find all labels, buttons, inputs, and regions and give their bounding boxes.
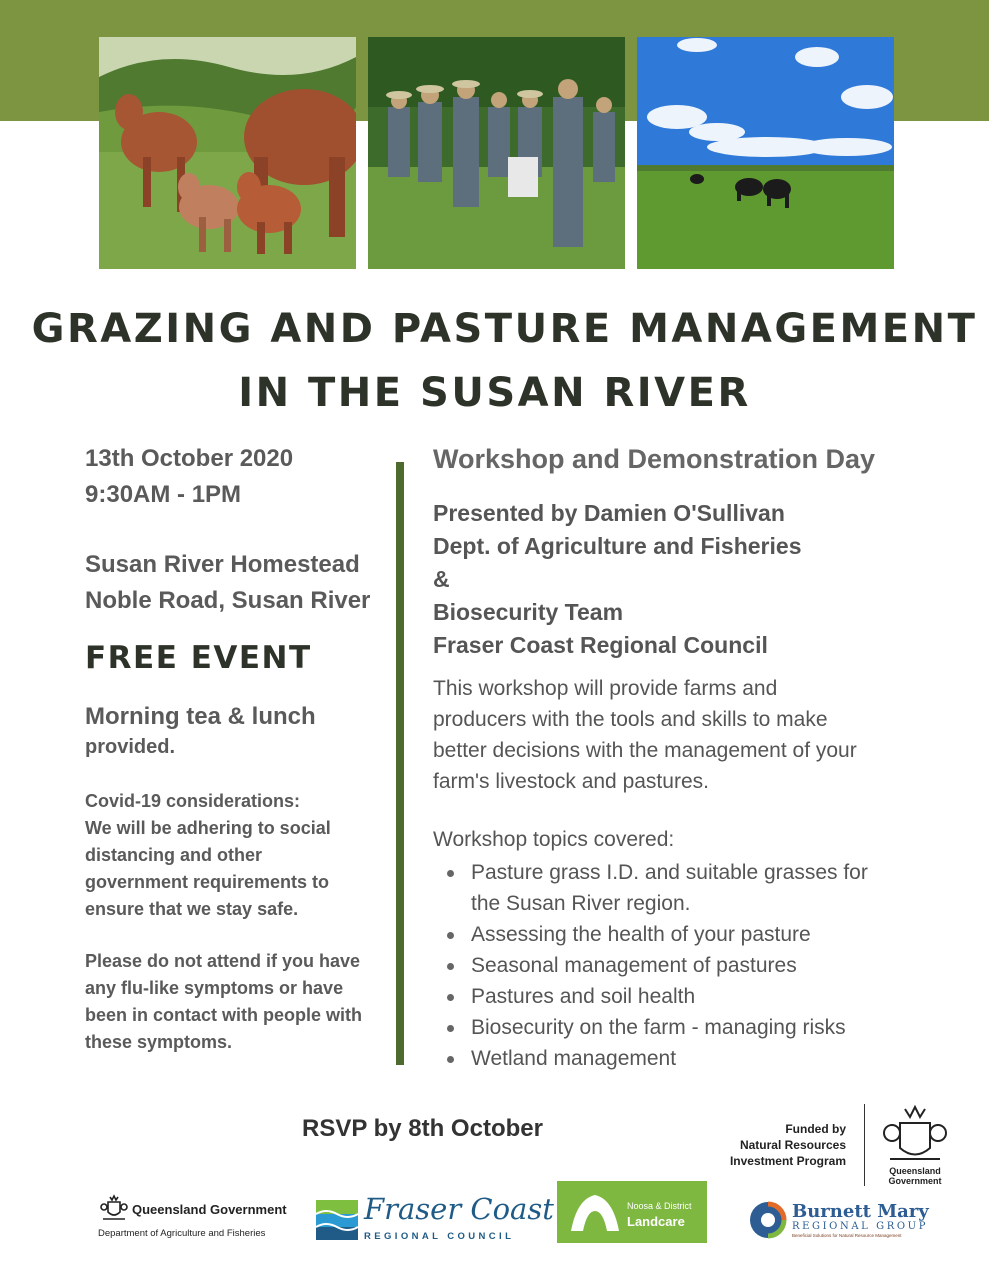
cattle-field-photo [637, 37, 894, 269]
covid-line: distancing and other [85, 845, 263, 865]
cattle-photo [99, 37, 356, 269]
topic-text: Pastures and soil health [471, 985, 696, 1008]
covid-warning-line: these symptoms. [85, 1032, 233, 1052]
bullet-icon [447, 870, 454, 877]
qld-gov-title: Queensland Government [132, 1202, 287, 1217]
title-line-1: GRAZING AND PASTURE MANAGEMENT [31, 306, 978, 352]
column-divider [396, 462, 404, 1065]
funding-line: Funded by [785, 1122, 846, 1136]
covid-line: We will be adhering to social [85, 818, 331, 838]
event-date: 13th October 2020 [85, 445, 294, 472]
event-address: Noble Road, Susan River [85, 587, 371, 614]
presenter-line: Fraser Coast Regional Council [433, 632, 768, 658]
funding-line: Natural Resources [739, 1138, 846, 1152]
list-item [433, 981, 893, 1012]
list-item [433, 950, 893, 981]
description-line: better decisions with the management of your [433, 739, 857, 762]
qld-gov-label [875, 1166, 955, 1186]
topic-text: Pasture grass I.D. and suitable grasses for [471, 861, 868, 884]
burnett-mary-sub: REGIONAL GROUP [792, 1221, 929, 1232]
funding-divider [864, 1104, 865, 1186]
presenter-line: Biosecurity Team [433, 599, 624, 625]
landcare-small: Noosa & District [627, 1201, 692, 1211]
covid-line: ensure that we stay safe. [85, 899, 299, 919]
catering-line-1: Morning tea & lunch [85, 703, 316, 730]
presenters [433, 497, 903, 662]
presenter-line: & [433, 566, 450, 592]
event-time: 9:30AM - 1PM [85, 481, 242, 508]
rsvp-deadline: RSVP by 8th October [302, 1115, 543, 1142]
bullet-icon [447, 963, 454, 970]
burnett-mary-logo [748, 1198, 938, 1244]
qld-crest-icon [100, 1194, 128, 1224]
topics-list [433, 857, 893, 1074]
workshop-description [433, 673, 903, 797]
list-item [433, 1012, 893, 1043]
topic-text: Wetland management [471, 1047, 677, 1070]
bullet-icon [447, 994, 454, 1001]
covid-warning-line: been in contact with people with [85, 1005, 363, 1025]
bullet-icon [447, 1056, 454, 1063]
qld-gov-label-line: Government [888, 1176, 942, 1186]
list-item [433, 919, 893, 950]
covid-heading: Covid-19 considerations: [85, 791, 301, 811]
fraser-coast-name: Fraser Coast [364, 1192, 554, 1226]
qld-dept-agriculture-logo [98, 1194, 287, 1244]
covid-warning-line: any flu-like symptoms or have [85, 978, 344, 998]
landcare-hands-icon [567, 1189, 623, 1235]
list-item [433, 857, 893, 919]
fraser-coast-sub: REGIONAL COUNCIL [364, 1231, 515, 1242]
qld-gov-subtitle: Department of Agriculture and Fisheries [98, 1228, 266, 1239]
topic-text: the Susan River region. [471, 892, 691, 915]
description-line: This workshop will provide farms and [433, 677, 778, 700]
free-event-heading: FREE EVENT [85, 640, 312, 676]
list-item [433, 1043, 893, 1074]
funding-credit [700, 1121, 846, 1169]
event-venue: Susan River Homestead [85, 551, 360, 578]
description-line: producers with the tools and skills to make [433, 708, 828, 731]
bullet-icon [447, 1025, 454, 1032]
burnett-mary-name: Burnett Mary [792, 1201, 929, 1222]
covid-warning-line: Please do not attend if you have [85, 951, 361, 971]
presenter-line: Dept. of Agriculture and Fisheries [433, 533, 802, 559]
topics-heading: Workshop topics covered: [433, 828, 675, 851]
fraser-coast-wave-icon [316, 1200, 358, 1240]
topic-text: Biosecurity on the farm - managing risks [471, 1016, 846, 1039]
qld-gov-label-line: Queensland [889, 1166, 941, 1176]
topic-text: Assessing the health of your pasture [471, 923, 811, 946]
burnett-mary-swirl-icon [748, 1200, 788, 1240]
funding-line: Investment Program [729, 1154, 846, 1168]
covid-line: government requirements to [85, 872, 330, 892]
bullet-icon [447, 932, 454, 939]
landcare-name: Landcare [627, 1214, 685, 1229]
description-line: farm's livestock and pastures. [433, 770, 709, 793]
presenter-line: Presented by Damien O'Sullivan [433, 500, 785, 526]
fraser-coast-logo [316, 1192, 554, 1244]
burnett-mary-tagline: Beneficial Solutions for Natural Resource Management [792, 1233, 902, 1238]
landcare-logo [557, 1181, 707, 1243]
catering-line-2: provided. [85, 736, 176, 758]
workshop-heading: Workshop and Demonstration Day [433, 444, 876, 474]
topic-text: Seasonal management of pastures [471, 954, 797, 977]
title-line-2: IN THE SUSAN RIVER [238, 370, 751, 416]
workshop-group-photo [368, 37, 625, 269]
